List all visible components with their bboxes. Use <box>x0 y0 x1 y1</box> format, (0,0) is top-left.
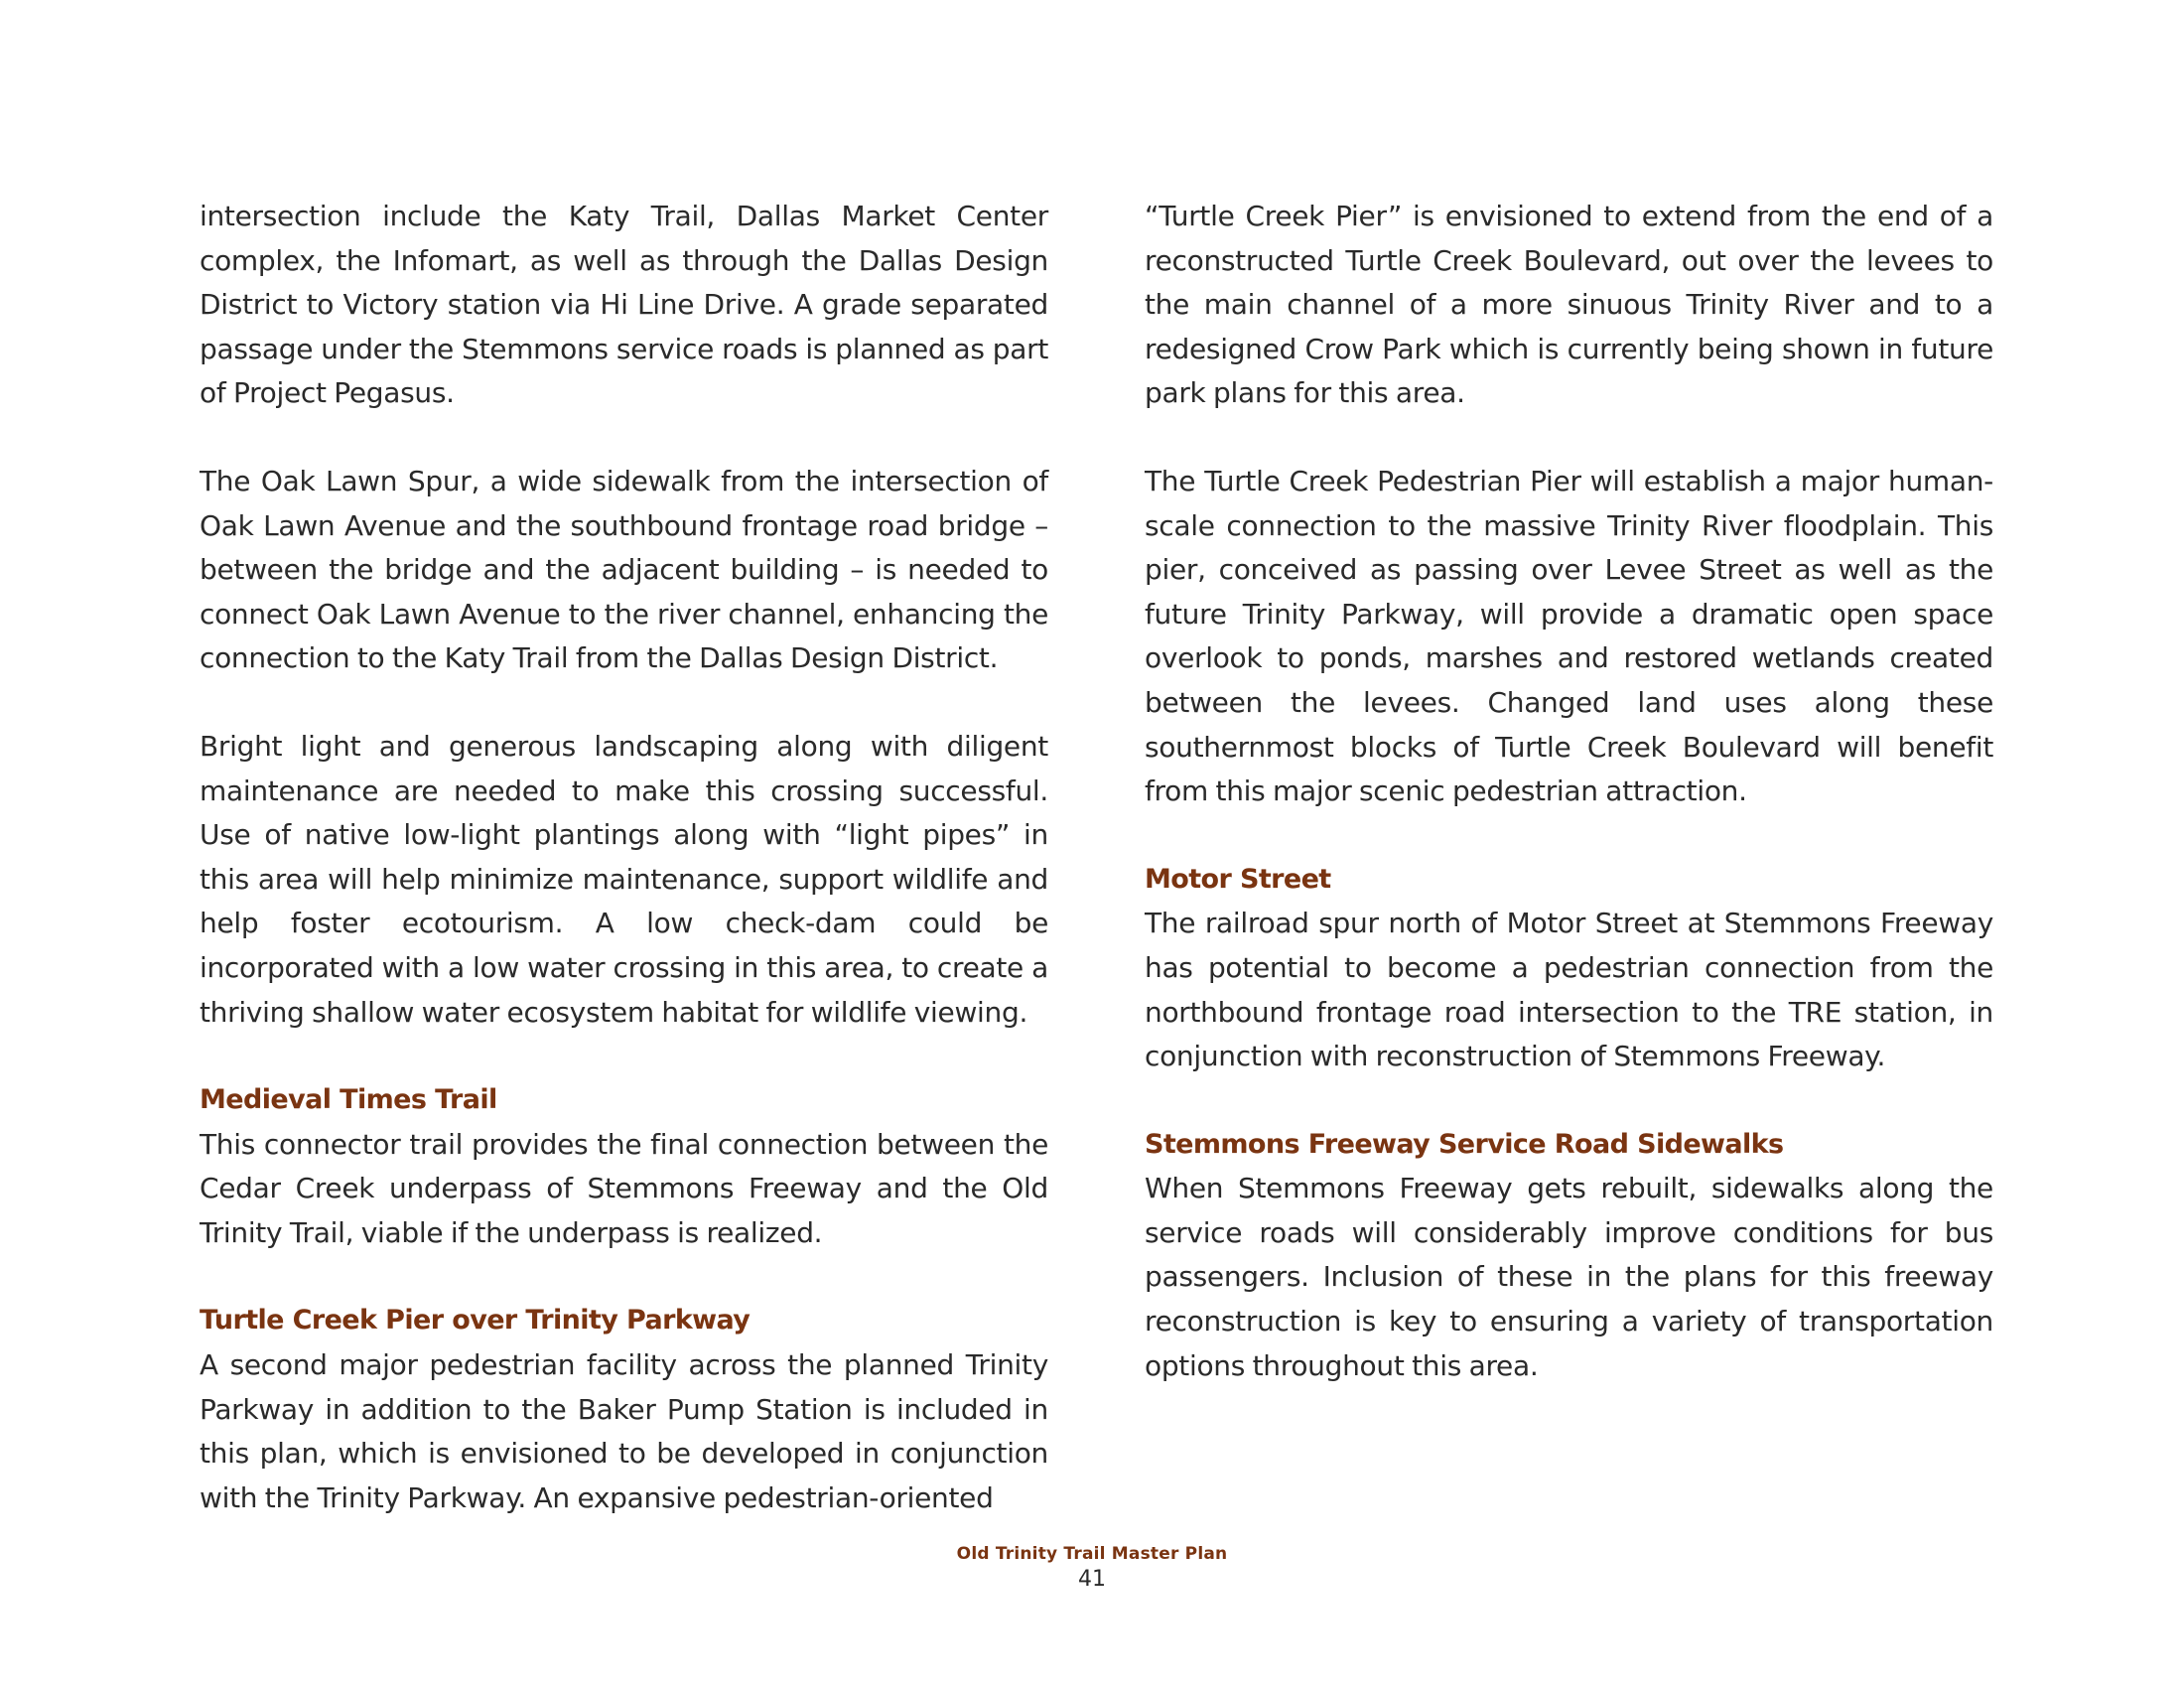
heading-turtle-creek-pier: Turtle Creek Pier over Trinity Parkway <box>200 1305 751 1336</box>
footer-document-title: Old Trinity Trail Master Plan <box>956 1544 1228 1564</box>
left-column <box>200 195 1048 1564</box>
paragraph-motor-street: The railroad spur north of Motor Street at Stemmons Freeway has potential to become a pedestrian connection from the northbound frontage road intersection to the TRE station, in conjunction with reconstruction of Stemmons Freeway. <box>1145 907 1993 1073</box>
paragraph-turtle-creek-pedestrian-pier: The Turtle Creek Pedestrian Pier will establish a major human-scale connection to the massive Trinity River floodplain. This pier, conceived as passing over Levee Street as well as the future Trinity Parkway, will provide a dramatic open space overlook to ponds, marshes and restored wetlands created between the levees. Changed land uses along these southernmost blocks of Turtle Creek Boulevard will benefit from this major scenic pedestrian attraction. <box>1145 464 1993 808</box>
paragraph-oak-lawn-spur: The Oak Lawn Spur, a wide sidewalk from the intersection of Oak Lawn Avenue and the southbound frontage road bridge – between the bridge and the adjacent building – is needed to connect Oak Lawn Avenue to the river channel, enhancing the connection to the Katy Trail from the Dallas Design District. <box>200 464 1048 675</box>
heading-medieval-times-trail: Medieval Times Trail <box>200 1084 497 1116</box>
paragraph-turtle-creek-pier-envisioned: “Turtle Creek Pier” is envisioned to extend from the end of a reconstructed Turtle Creek Boulevard, out over the levees to the main channel of a more sinuous Trinity River and to a redesigned Crow Park which is currently being shown in future park plans for this area. <box>1145 200 1993 410</box>
paragraph-bright-light-landscaping: Bright light and generous landscaping along with diligent maintenance are needed to make this crossing successful. Use of native low-light plantings along with “light pipes” in this area will help minimize maintenance, support wildlife and help foster ecotourism. A low check-dam could be incorporated with a low water crossing in this area, to create a thriving shallow water ecosystem habitat for wildlife viewing. <box>200 729 1048 1029</box>
heading-stemmons-sidewalks: Stemmons Freeway Service Road Sidewalks <box>1145 1128 1784 1160</box>
heading-motor-street: Motor Street <box>1145 863 1331 895</box>
paragraph-katy-trail-intersection: intersection include the Katy Trail, Dallas Market Center complex, the Infomart, as well as through the Dallas Design District to Victory station via Hi Line Drive. A grade separated passage under the Stemmons service roads is planned as part of Project Pegasus. <box>200 200 1048 410</box>
paragraph-medieval-times-trail: This connector trail provides the final connection between the Cedar Creek underpass of Stemmons Freeway and the Old Trinity Trail, viable if the underpass is realized. <box>200 1127 1048 1249</box>
footer-page-number: 41 <box>1078 1567 1106 1592</box>
paragraph-stemmons-sidewalks: When Stemmons Freeway gets rebuilt, sidewalks along the service roads will considerably improve conditions for bus passengers. Inclusion of these in the plans for this freeway reconstruction is key to ensuring a variety of transportation options throughout this area. <box>1145 1172 1993 1382</box>
right-column <box>1145 195 1993 1432</box>
paragraph-turtle-creek-pier: A second major pedestrian facility across the planned Trinity Parkway in addition to the Baker Pump Station is included in this plan, which is envisioned to be developed in conjunction with the Trinity Parkway. An expansive pedestrian-oriented <box>200 1348 1048 1514</box>
